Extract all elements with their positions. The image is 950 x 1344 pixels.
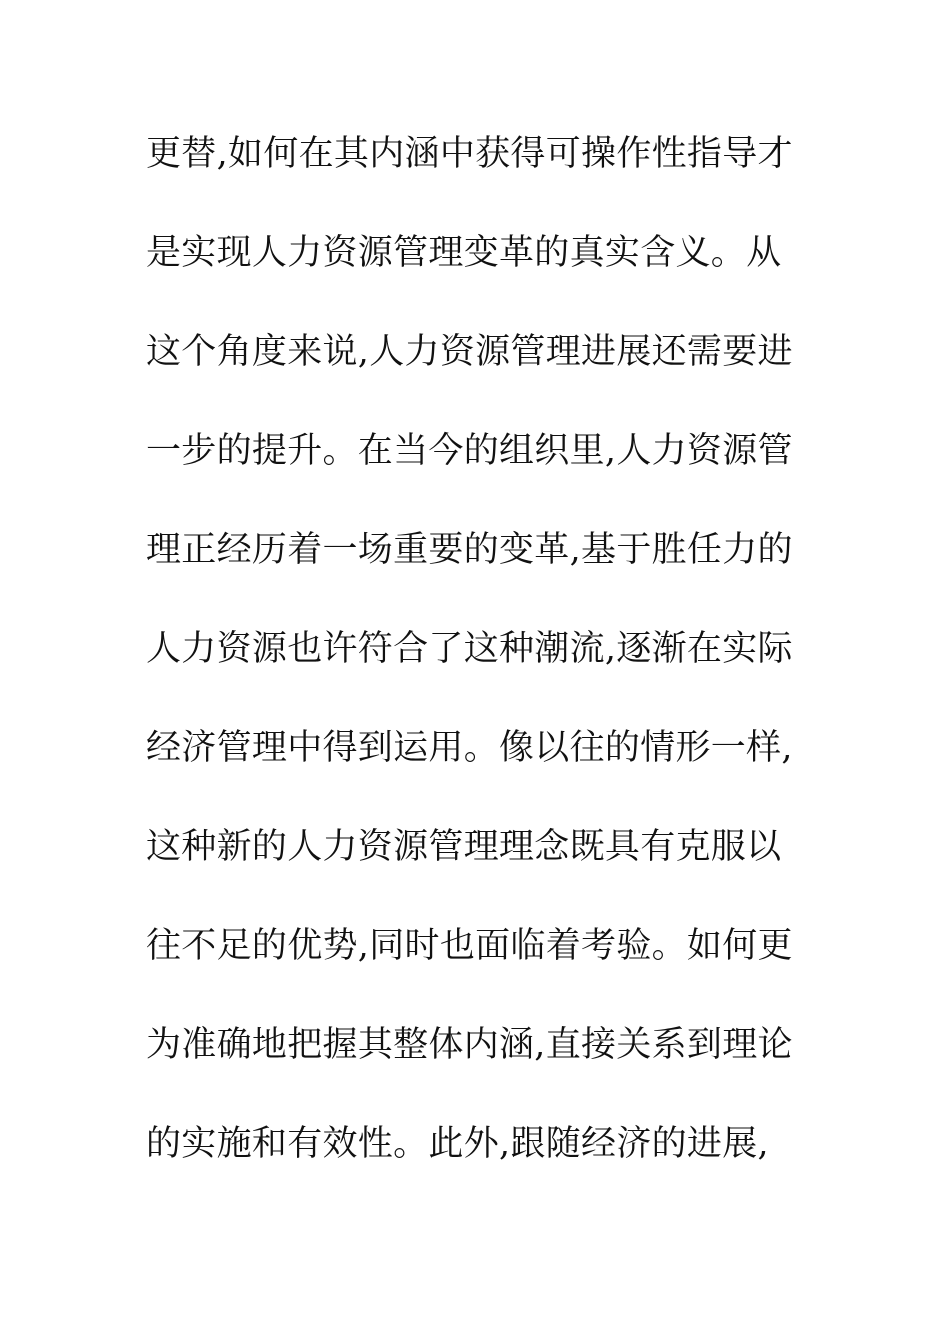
body-text [146, 124, 810, 1213]
text-line: 往不足的优势,同时也面临着考验。如何更 [146, 926, 793, 966]
text-line: 是实现人力资源管理变革的真实含义。从 [146, 233, 782, 273]
text-line: 的实施和有效性。此外,跟随经济的进展, [146, 1124, 769, 1164]
text-line: 人力资源也许符合了这种潮流,逐渐在实际 [146, 629, 793, 669]
text-line: 这种新的人力资源管理理念既具有克服以 [146, 827, 782, 867]
text-line: 更替,如何在其内涵中获得可操作性指导才 [146, 134, 793, 174]
text-line: 理正经历着一场重要的变革,基于胜任力的 [146, 530, 793, 570]
text-line: 经济管理中得到运用。像以往的情形一样, [146, 728, 793, 768]
text-line: 为准确地把握其整体内涵,直接关系到理论 [146, 1025, 793, 1065]
text-line: 这个角度来说,人力资源管理进展还需要进 [146, 332, 793, 372]
text-line: 一步的提升。在当今的组织里,人力资源管 [146, 431, 793, 471]
